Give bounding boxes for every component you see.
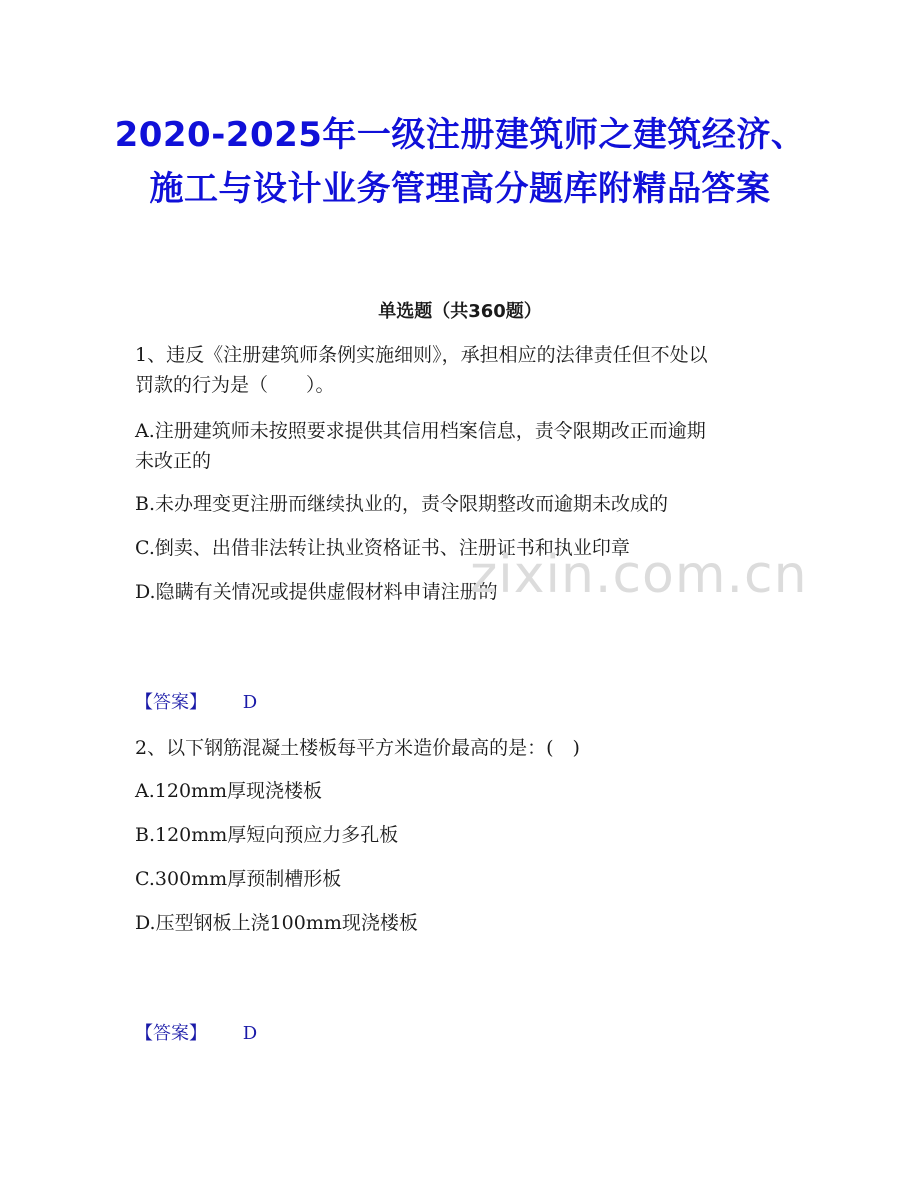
question-1-option-a [135,416,795,476]
question-1-answer [135,689,257,717]
watermark: zixin.com.cn [470,545,808,605]
question-1-option-b [135,489,795,519]
answer-value: D [242,1023,258,1044]
option-a: A.120mm厚现浇楼板 [135,780,323,802]
question-2-option-c [135,864,795,894]
section-heading: 单选题（共360题） [378,301,542,322]
question-1 [135,340,795,400]
question-2-stem: 2、以下钢筋混凝土楼板每平方米造价最高的是：( ) [135,737,580,759]
option-b: B.120mm厚短向预应力多孔板 [135,824,399,846]
question-1-stem-line2: 罚款的行为是（ ）。 [135,374,335,396]
document-title: 2020-2025年一级注册建筑师之建筑经济、施工与设计业务管理高分题库附精品答案 [114,115,806,209]
option-d: D.压型钢板上浇100mm现浇楼板 [135,912,418,934]
option-a-line1: A.注册建筑师未按照要求提供其信用档案信息，责令限期改正而逾期 [135,420,706,442]
answer-label: 【答案】 [135,1023,207,1044]
question-1-option-d [135,577,795,607]
option-a-line2: 未改正的 [135,450,212,472]
question-2-option-a [135,776,795,806]
question-2 [135,733,795,763]
option-c: C.倒卖、出借非法转让执业资格证书、注册证书和执业印章 [135,537,630,559]
question-2-answer [135,1020,257,1048]
answer-label: 【答案】 [135,692,207,713]
question-1-option-c [135,533,795,563]
question-2-option-b [135,820,795,850]
question-2-option-d [135,908,795,938]
question-1-stem-line1: 1、违反《注册建筑师条例实施细则》，承担相应的法律责任但不处以 [135,344,708,366]
option-b: B.未办理变更注册而继续执业的，责令限期整改而逾期未改成的 [135,493,669,515]
answer-value: D [242,692,258,713]
option-c: C.300mm厚预制槽形板 [135,868,342,890]
option-d: D.隐瞒有关情况或提供虚假材料申请注册的 [135,581,498,603]
